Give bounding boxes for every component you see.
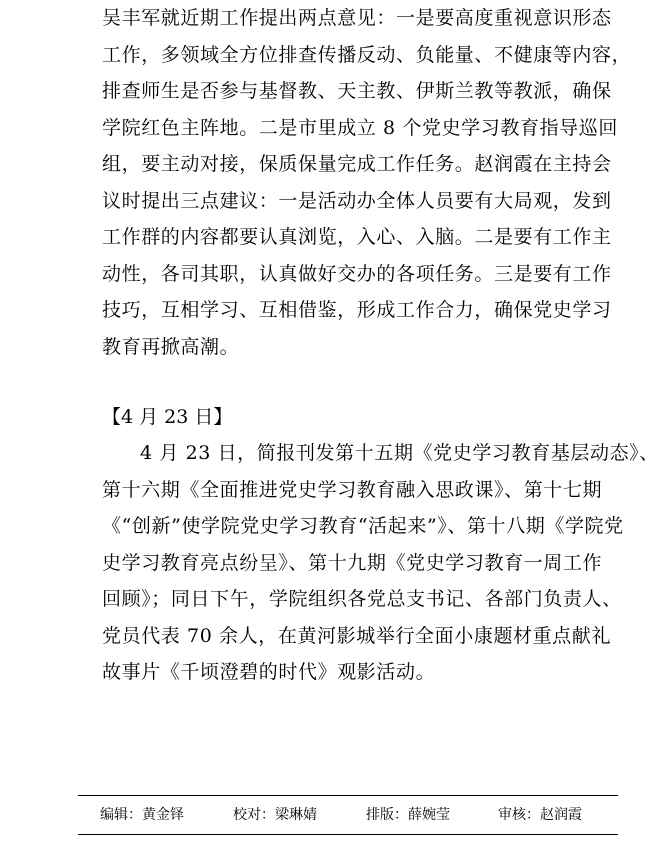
text-line: 排查师生是否参与基督教、天主教、伊斯兰教等教派，确保 <box>102 80 612 102</box>
footer-editor: 编辑：黄金铎 <box>100 807 184 823</box>
text-line: 学院红色主阵地。二是市里成立 8 个党史学习教育指导巡回 <box>102 116 618 139</box>
text-line: 史学习教育亮点纷呈》、第十九期《党史学习教育一周工作 <box>102 551 603 574</box>
text-line: 第十六期《全面推进党史学习教育融入思政课》、第十七期 <box>102 478 603 501</box>
date-heading: 【4 月 23 日】 <box>102 406 233 428</box>
footer-reviewer: 审核：赵润霞 <box>498 807 582 823</box>
text-line: 故事片《千顷澄碧的时代》观影活动。 <box>102 661 436 683</box>
footer-proofreader: 校对：梁琳婧 <box>233 807 317 823</box>
text-line: 回顾》；同日下午，学院组织各党总支书记、各部门负责人、 <box>102 588 622 610</box>
footer-layout: 排版：薛婉莹 <box>366 807 450 823</box>
text-line: 《“创新”使学院党史学习教育“活起来”》、第十八期《学院党 <box>102 515 624 537</box>
text-line: 组，要主动对接，保质保量完成工作任务。赵润霞在主持会 <box>102 153 612 175</box>
credits-footer <box>78 795 618 835</box>
text-line: 议时提出三点建议：一是活动办全体人员要有大局观，发到 <box>102 189 612 212</box>
text-line: 工作群的内容都要认真浏览，入心、入脑。二是要有工作主 <box>102 226 612 248</box>
text-line: 动性，各司其职，认真做好交办的各项任务。三是要有工作 <box>102 262 612 285</box>
text-line: 吴丰军就近期工作提出两点意见：一是要高度重视意识形态 <box>102 7 612 29</box>
text-line: 教育再掀高潮。 <box>102 335 240 358</box>
text-line: 党员代表 70 余人，在黄河影城举行全面小康题材重点献礼 <box>102 624 612 647</box>
text-line: 工作，多领域全方位排查传播反动、负能量、不健康等内容， <box>102 43 632 66</box>
text-line: 技巧，互相学习、互相借鉴，形成工作合力，确保党史学习 <box>102 299 612 321</box>
text-line: 4 月 23 日，简报刊发第十五期《党史学习教育基层动态》、 <box>140 442 659 464</box>
